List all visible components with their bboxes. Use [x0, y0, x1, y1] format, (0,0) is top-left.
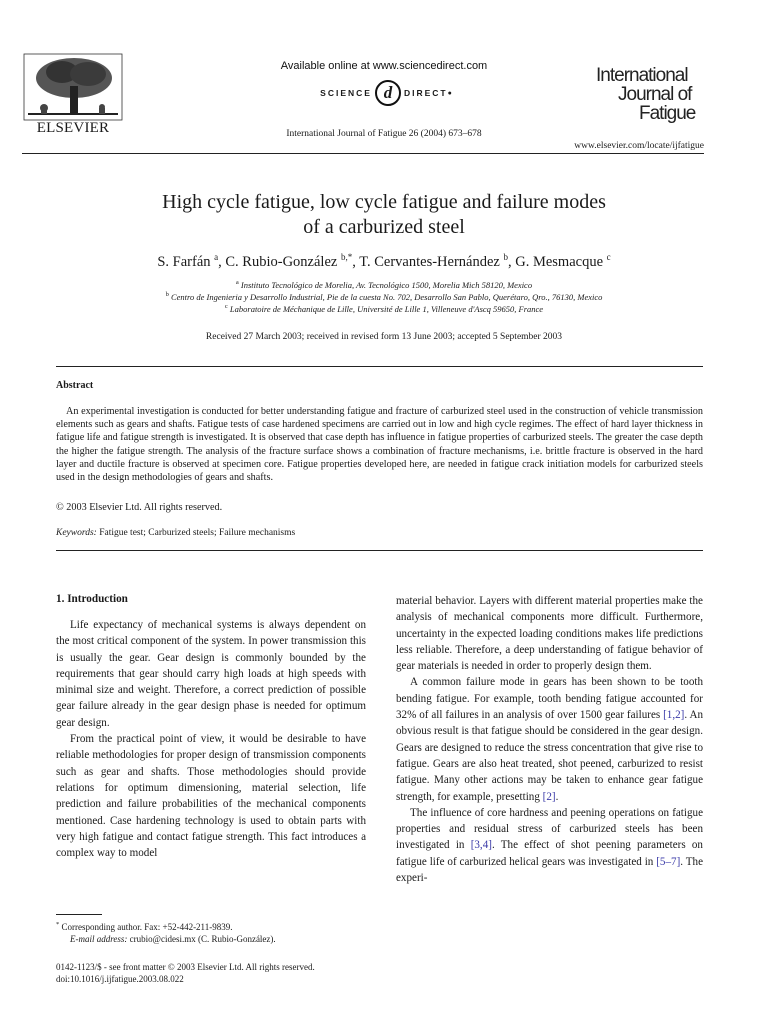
abstract-bottom-divider — [56, 550, 703, 551]
author-name: S. Farfán — [157, 253, 211, 270]
affiliation-text: Instituto Tecnológico de Morelia, Av. Tecnológico 1500, Morelia Mich 58120, Mexico — [240, 279, 533, 290]
doi-text[interactable]: doi:10.1016/j.ijfatigue.2003.08.022 — [56, 974, 184, 984]
author-sup: b,* — [340, 252, 353, 262]
paragraph: Life expectancy of mechanical systems is always dependent on the most critical component of the system. In power transmission this is usually the gear. Gear design is commonly bounded by the requirements that gear should carry high loads at high speeds with minimal size and weight. Therefore, a correct prediction of possible gear failure already in the gear design phase is needed for optimum gear design. — [56, 619, 366, 729]
issn-text: 0142-1123/$ - see front matter © 2003 Elsevier Ltd. All rights reserved. — [56, 962, 315, 972]
abstract-top-divider — [56, 366, 703, 367]
journal-url-link[interactable]: www.elsevier.com/locate/ijfatigue — [574, 141, 704, 151]
journal-logo-line: Fatigue — [639, 103, 696, 124]
abstract-copyright: © 2003 Elsevier Ltd. All rights reserved. — [56, 502, 223, 513]
received-dates: Received 27 March 2003; received in revised form 13 June 2003; accepted 5 September 2003 — [205, 332, 563, 342]
title-line: of a carburized steel — [303, 216, 465, 238]
author-sup: c — [606, 252, 611, 262]
author-name: G. Mesmacque — [515, 253, 604, 270]
keywords-text: Fatigue test; Carburized steels; Failure mechanisms — [99, 528, 296, 538]
sd-dot-icon: ● — [447, 89, 454, 97]
citation-link[interactable]: [5–7] — [656, 855, 681, 868]
affiliation — [0, 291, 768, 302]
right-column — [396, 593, 703, 886]
affiliation-text: Centro de Ingenieria y Desarrollo Industrial, Pie de la cuesta No. 702, Desarrollo San Pablo, Querétaro, Qro., 76130, Mexico — [170, 291, 603, 302]
paragraph-text: . An obvious result is that fatigue should be considered in the gear design. Gears are designed to reduce the stress concentration that give rise to fatigue. Gears are also heat treated, shot peened, carburized to resist fatigue. Many other actions may be taken to enhance gear fatigue strength, for example, presetting — [396, 709, 703, 803]
author-list: S. Farfán $^a$, C. Rubio-González $^{b,*}$, T. Cervantes-Hernández $^b$, G. Mesmacque $^c$ — [157, 252, 611, 270]
email-note — [70, 934, 276, 944]
footnote-text: Corresponding author. Fax: +52-442-211-9839. — [61, 922, 233, 932]
journal-reference: International Journal of Fatigue 26 (2004) 673–678 — [286, 129, 482, 139]
paragraph-text: The influence of core hardness and peening operations on fatigue properties and residual stress of carburized steels has been investigated in — [396, 806, 703, 852]
citation-link[interactable]: [1,2] — [663, 709, 685, 722]
sciencedirect-logo — [287, 80, 487, 106]
affiliation — [0, 303, 768, 314]
corresponding-author-note — [56, 921, 232, 932]
author-name: C. Rubio-González — [225, 253, 338, 270]
affiliation-sup: c — [224, 303, 228, 310]
left-column — [56, 617, 366, 861]
header-divider — [22, 153, 704, 154]
paragraph-text: . — [555, 790, 559, 803]
abstract-heading: Abstract — [56, 380, 94, 391]
sd-circle-icon: d — [375, 80, 401, 106]
available-online-text[interactable]: Available online at www.sciencedirect.com — [280, 60, 488, 72]
affiliation-sup: b — [165, 291, 169, 298]
citation-link[interactable]: [2] — [542, 790, 556, 803]
email-address[interactable]: crubio@cidesi.mx (C. Rubio-González). — [129, 934, 276, 944]
journal-logo — [596, 66, 706, 123]
paragraph: From the practical point of view, it would be desirable to have reliable methodologies for proper design of transmission components such as gear and shafts. Those methodologies should provide relations for optimum dimensioning, material selection, life prediction and failure probabilities of the mechanical components mentioned. Case hardening technology is used to obtain parts with very high fatigue and contact fatigue strength. This fact introduces a complex way to model — [56, 733, 366, 860]
article-title — [0, 190, 768, 240]
paragraph-text: . The effect of shot peening parameters on fatigue life of carburized helical gears was investigated in — [396, 839, 703, 868]
journal-logo-line: Journal of — [618, 84, 692, 105]
paragraph — [396, 805, 703, 886]
keywords-label: Keywords: — [56, 528, 97, 538]
paragraph-text: . The experi- — [396, 855, 703, 885]
section-heading: 1. Introduction — [56, 593, 128, 605]
paragraph: material behavior. Layers with different material properties make the analysis of mechanical components more difficult. Furthermore, uncertainty in the expected loading conditions makes life predictions less reliable. Therefore, a deep understanding of fatigue behavior of gear materials is needed in order to properly design them. — [396, 595, 703, 673]
sd-left-text: SCIENCE — [320, 88, 372, 98]
author-sup: b — [503, 252, 508, 262]
publisher-name: ELSEVIER — [36, 120, 110, 136]
affiliation — [0, 279, 768, 290]
email-label: E-mail address: — [70, 934, 128, 944]
footnote-mark: * — [56, 921, 60, 928]
affiliation-text: Laboratoire de Méchanique de Lille, Université de Lille 1, Villeneuve d'Ascq 59650, France — [229, 303, 544, 314]
paragraph-text: A common failure mode in gears has been shown to be tooth bending fatigue. For example, tooth bending fatigue accounted for 32% of all failures in an analysis of over 1500 gear failures — [396, 676, 703, 722]
abstract-text: An experimental investigation is conducted for better understanding fatigue and fracture of carburized steel used in the construction of vehicle transmission elements such as gears and shafts. Fatigue tests of case hardened specimens are carried out in low and high cycle regimes. The effect of hard layer thickness in fatigue life and fatigue strength is investigated. It is observed that case depth has influence in fatigue properties of carburized steels. The greater the case depth the higher the fatigue strength. The analysis of the fracture surface shows a combination of fracture mechanisms, i.e. brittle fracture is observed in the hard layer and ductile fracture is observed at specimen core. Fatigue properties developed here, are needed in fatigue crack initiation models for carburized steels used in the design methodologies of gears and shafts. — [56, 406, 703, 484]
author-name: T. Cervantes-Hernández — [359, 253, 500, 270]
issn-doi-block — [56, 961, 315, 985]
journal-logo-line: International — [596, 65, 688, 86]
author-sup: a — [214, 252, 219, 262]
citation-link[interactable]: [3,4] — [470, 839, 492, 852]
title-line: High cycle fatigue, low cycle fatigue and failure modes — [162, 191, 606, 213]
keywords — [56, 528, 295, 538]
affiliation-sup: a — [235, 279, 239, 286]
footnote-divider — [56, 914, 102, 915]
sd-right-text: DIRECT — [403, 88, 448, 98]
paragraph — [396, 674, 703, 804]
